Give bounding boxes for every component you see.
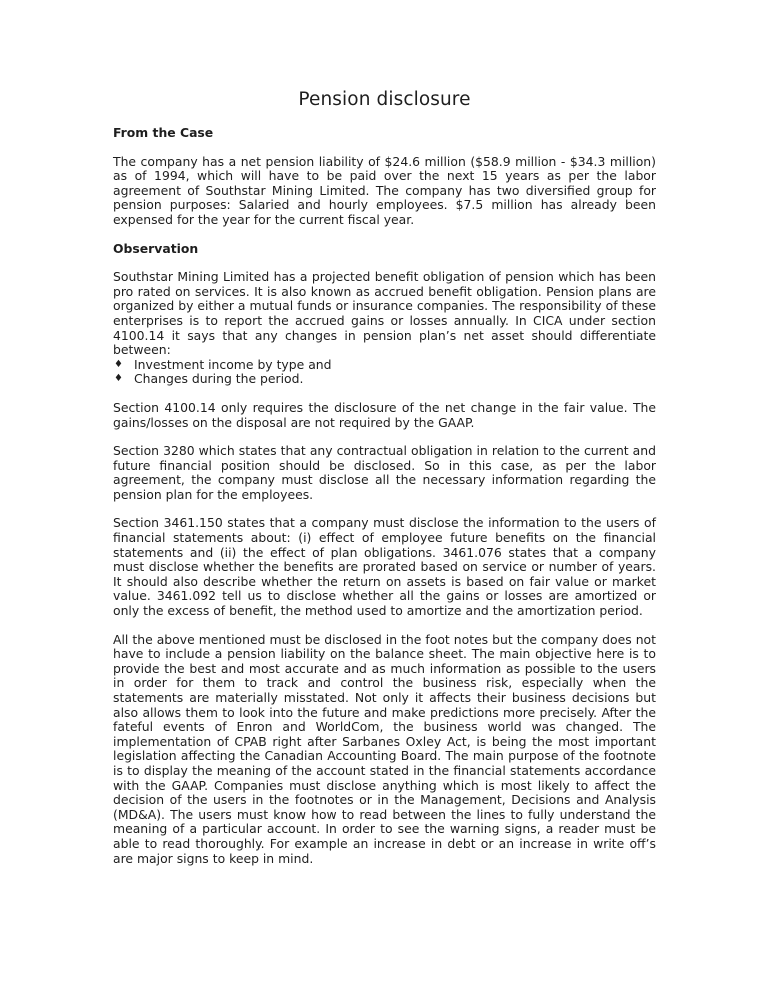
observation-paragraph: Southstar Mining Limited has a projected benefit obligation of pension which has been pro rated on services. It is also known as accrued benefit obligation. Pension plans are organized by either a mutual funds or insurance companies. The responsibility of these enterprises is to report the accrued gains or losses annually. In CICA under section 4100.14 it says that any changes in pension plan’s net asset should differentiate between: xyxy=(113,269,656,358)
bullet-item xyxy=(113,358,656,373)
section-heading-observation: Observation xyxy=(113,240,199,256)
diamond-bullet-icon: ♦ xyxy=(114,358,123,370)
bullet-item xyxy=(113,372,656,387)
document-page xyxy=(113,88,656,880)
section-3461-paragraph: Section 3461.150 states that a company must disclose the information to the users of financial statements about: (i) effect of employee future benefits on the financial statements and (ii) the effect of plan obligations. 3461.076 states that a company must disclose whether the benefits are prorated based on service or number of years. It should also describe whether the return on assets is based on fair value or market value. 3461.092 tell us to disclose whether all the gains or losses are amortized or only the excess of benefit, the method used to amortize and the amortization period. xyxy=(113,515,656,619)
section-3280-paragraph: Section 3280 which states that any contractual obligation in relation to the current and future financial position should be disclosed. So in this case, as per the labor agreement, the company must disclose all the necessary information regarding the pension plan for the employees. xyxy=(113,443,656,502)
document-title: Pension disclosure xyxy=(298,89,471,110)
diamond-bullet-icon: ♦ xyxy=(114,373,123,385)
section-heading-from-the-case: From the Case xyxy=(113,125,214,140)
case-paragraph: The company has a net pension liability of $24.6 million ($58.9 million - $34.3 million) as of 1994, which will have to be paid over the next 15 years as per the labor agreement of Southstar Mining Limited. The company has two diversified group for pension purposes: Salaried and hourly employees. $7.5 million has already been expensed for the year for the current fiscal year. xyxy=(113,153,656,227)
section-4100-paragraph: Section 4100.14 only requires the disclosure of the net change in the fair value. The gains/losses on the disposal are not required by the GAAP. xyxy=(113,399,656,430)
bullet-text: Investment income by type and xyxy=(134,356,332,372)
bullet-text: Changes during the period. xyxy=(134,371,304,387)
footnotes-paragraph: All the above mentioned must be disclosed in the foot notes but the company does not have to include a pension liability on the balance sheet. The main objective here is to provide the best and most accurate and as much information as possible to the users in order for them to track and control the business risk, especially when the statements are materially misstated. Not only it affects their business decisions but also allows them to look into the future and make predictions more precisely. After the fateful events of Enron and WorldCom, the business world was changed. The implementation of CPAB right after Sarbanes Oxley Act, is being the most important legislation affecting the Canadian Accounting Board. The main purpose of the footnote is to display the meaning of the account stated in the financial statements accordance with the GAAP. Companies must disclose anything which is most likely to affect the decision of the users in the footnotes or in the Management, Decisions and Analysis (MD&A). The users must know how to read between the lines to fully understand the meaning of a particular account. In order to see the warning signs, a reader must be able to read thoroughly. For example an increase in debt or an increase in write off’s are major signs to keep in mind. xyxy=(113,631,656,866)
bullet-list xyxy=(113,358,656,387)
